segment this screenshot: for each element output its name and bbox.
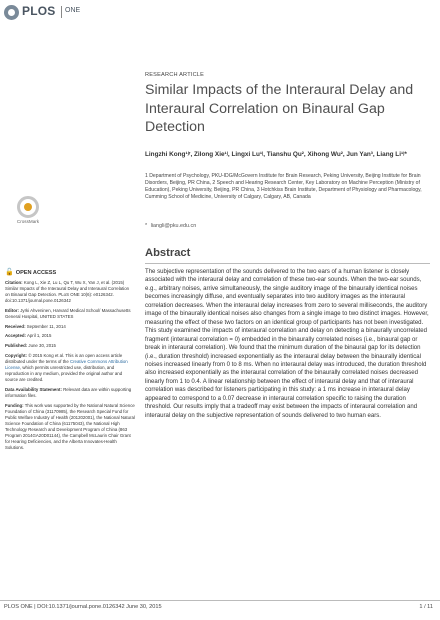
abstract-heading: Abstract bbox=[145, 247, 191, 259]
editor-block bbox=[5, 308, 135, 320]
published-label: Published: bbox=[5, 343, 28, 349]
author-list[interactable]: Lingzhi Kong¹ʲʳ, Zilong Xie¹ʲ, Lingxi Lu¹ʲ, Tianshu Qu², Xihong Wu², Jun Yan³, Liang Li¹ʲ* bbox=[145, 151, 407, 158]
data-availability-text: Relevant data are within supporting information files. bbox=[5, 386, 132, 398]
received-label: Received: bbox=[5, 323, 26, 329]
funding-block bbox=[5, 403, 135, 451]
editor-label: Editor: bbox=[5, 307, 19, 313]
page-number: 1 / 11 bbox=[419, 604, 433, 610]
license-link[interactable]: Creative Commons Attribution License bbox=[5, 358, 128, 370]
email-icon: * bbox=[145, 223, 148, 229]
accepted-block bbox=[5, 333, 135, 339]
copyright-block bbox=[5, 353, 135, 383]
article-info-sidebar bbox=[5, 280, 135, 454]
footer-citation: PLOS ONE | DOI:10.1371/journal.pone.0126342 June 30, 2015 bbox=[4, 604, 162, 610]
copyright-text-end: , which permits unrestricted use, distribution, and reproduction in any medium, provided the original author and source are credited. bbox=[5, 364, 123, 382]
journal-name: ONE bbox=[65, 7, 81, 14]
page-header bbox=[0, 0, 440, 34]
received-block bbox=[5, 324, 135, 330]
copyright-label: Copyright: bbox=[5, 352, 27, 358]
accepted-label: Accepted: bbox=[5, 333, 26, 339]
copyright-text: © 2015 Kong et al. This is an open access article distributed under the terms of the bbox=[5, 352, 123, 364]
article-title: Similar Impacts of the Interaural Delay and Interaural Correlation on Binaural Gap Detection bbox=[145, 82, 414, 135]
logo-text: PLOS bbox=[22, 4, 56, 18]
open-lock-icon: 🔓 bbox=[5, 269, 14, 276]
footer-divider bbox=[0, 600, 440, 601]
citation-block bbox=[5, 280, 135, 304]
article-type-label: RESEARCH ARTICLE bbox=[145, 72, 205, 78]
citation-text: Kong L, Xie Z, Lu L, Qu T, Wu X, Yan J, et al. (2015) Similar Impacts of the Interaural Delay and Interaural Correlation on Binaural Gap Detection. PLoS ONE 10(6): e0126342. doi:10.1371/journal.pone.0126342 bbox=[5, 280, 130, 303]
funding-label: Funding: bbox=[5, 402, 24, 408]
email-address[interactable]: liangli@pku.edu.cn bbox=[150, 223, 197, 229]
editor-text: Jyrki Ahveninen, Harvard Medical School/ Massachusetts General Hospital, UNITED STATES bbox=[5, 307, 131, 319]
logo-divider bbox=[61, 6, 62, 18]
open-access-label bbox=[5, 268, 56, 276]
abstract-divider bbox=[145, 263, 430, 264]
accepted-date: April 1, 2015 bbox=[26, 333, 52, 339]
plos-logo-icon bbox=[4, 5, 19, 20]
crossmark-badge[interactable] bbox=[14, 196, 42, 224]
open-access-text: OPEN ACCESS bbox=[15, 270, 57, 276]
crossmark-icon[interactable] bbox=[17, 196, 39, 218]
abstract-body: The subjective representation of the sounds delivered to the two ears of a human listener is closely associated with the interaural delay and correlation of these two-ear sounds. When the two-ear sounds, e.g., arbitrary noises, arrive simultaneously, the single auditory image of the binaurally identical noises becomes increasingly diffuse, and eventually separates into two auditory images as the interaural correlation decreases. When the interaural delay increases from zero to several milliseconds, the auditory image of the binaurally identical noises also changes from a single image to two distinct images. However, measuring the effect of these two factors on an identical group of participants has not been investigated. This study examined the impacts of interaural correlation and delay on detecting a binaurally uncorrelated fragment (interaural correlation = 0) embedded in the binaurally correlated noises (i.e., binaural gap or break in interaural correlation). We found that the minimum duration of the binaural gap for its detection (i.e., duration threshold) increased exponentially as the interaural delay between the binaurally identical noises increased linearly from 0 to 8 ms. When no interaural delay was introduced, the duration threshold also increased exponentially as the interaural correlation of the binaurally correlated noises decreased linearly from 1 to 0.4. A linear relationship between the effect of interaural delay and that of interaural correlation was described for listeners participating in this study: a 1 ms increase in interaural delay appeared to correspond to a 0.07 decrease in interaural correlation specific to raising the duration threshold. Our results imply that a tradeoff may exist between the impacts of interaural correlation and interaural delay on the subjective representation of sounds delivered to two human ears. bbox=[145, 269, 429, 419]
citation-label: Citation: bbox=[5, 280, 23, 285]
corresponding-email[interactable] bbox=[145, 223, 196, 229]
affiliations: 1 Department of Psychology, PKU-IDG/McGovern Institute for Brain Research, Peking University, Beijing Institute for Brain Disorders, Beijing, PR China, 2 Speech and Hearing Research Center, Key Laboratory on Machine Perception (Ministry of Education), Peking University, Beijing, PR China, 3 Hotchkiss Brain Institute, Department of Physiology and Pharmacology, Cumming School of Medicine, University of Calgary, Calgary, AB, Canada bbox=[145, 173, 422, 201]
crossmark-label: CrossMark bbox=[16, 219, 40, 224]
published-date: June 30, 2015 bbox=[28, 343, 56, 349]
received-date: September 11, 2014 bbox=[26, 323, 66, 329]
data-availability-block bbox=[5, 387, 135, 399]
funding-text: This work was supported by the National Natural Science Foundation of China (31170985), the Research Special Fund for Public Welfare Industry of Health (201202001), the National Natural Science Foundation of China (61175043), the National High Technology Research and Development Program of China (863 Program 2014GA20D01144), the Campbell McLaurin Chair Grant for Hearing Deficiencies, and the Alberta Innovates-Health Solutions. bbox=[5, 402, 135, 450]
data-availability-label: Data Availability Statement: bbox=[5, 386, 62, 392]
published-block bbox=[5, 343, 135, 349]
